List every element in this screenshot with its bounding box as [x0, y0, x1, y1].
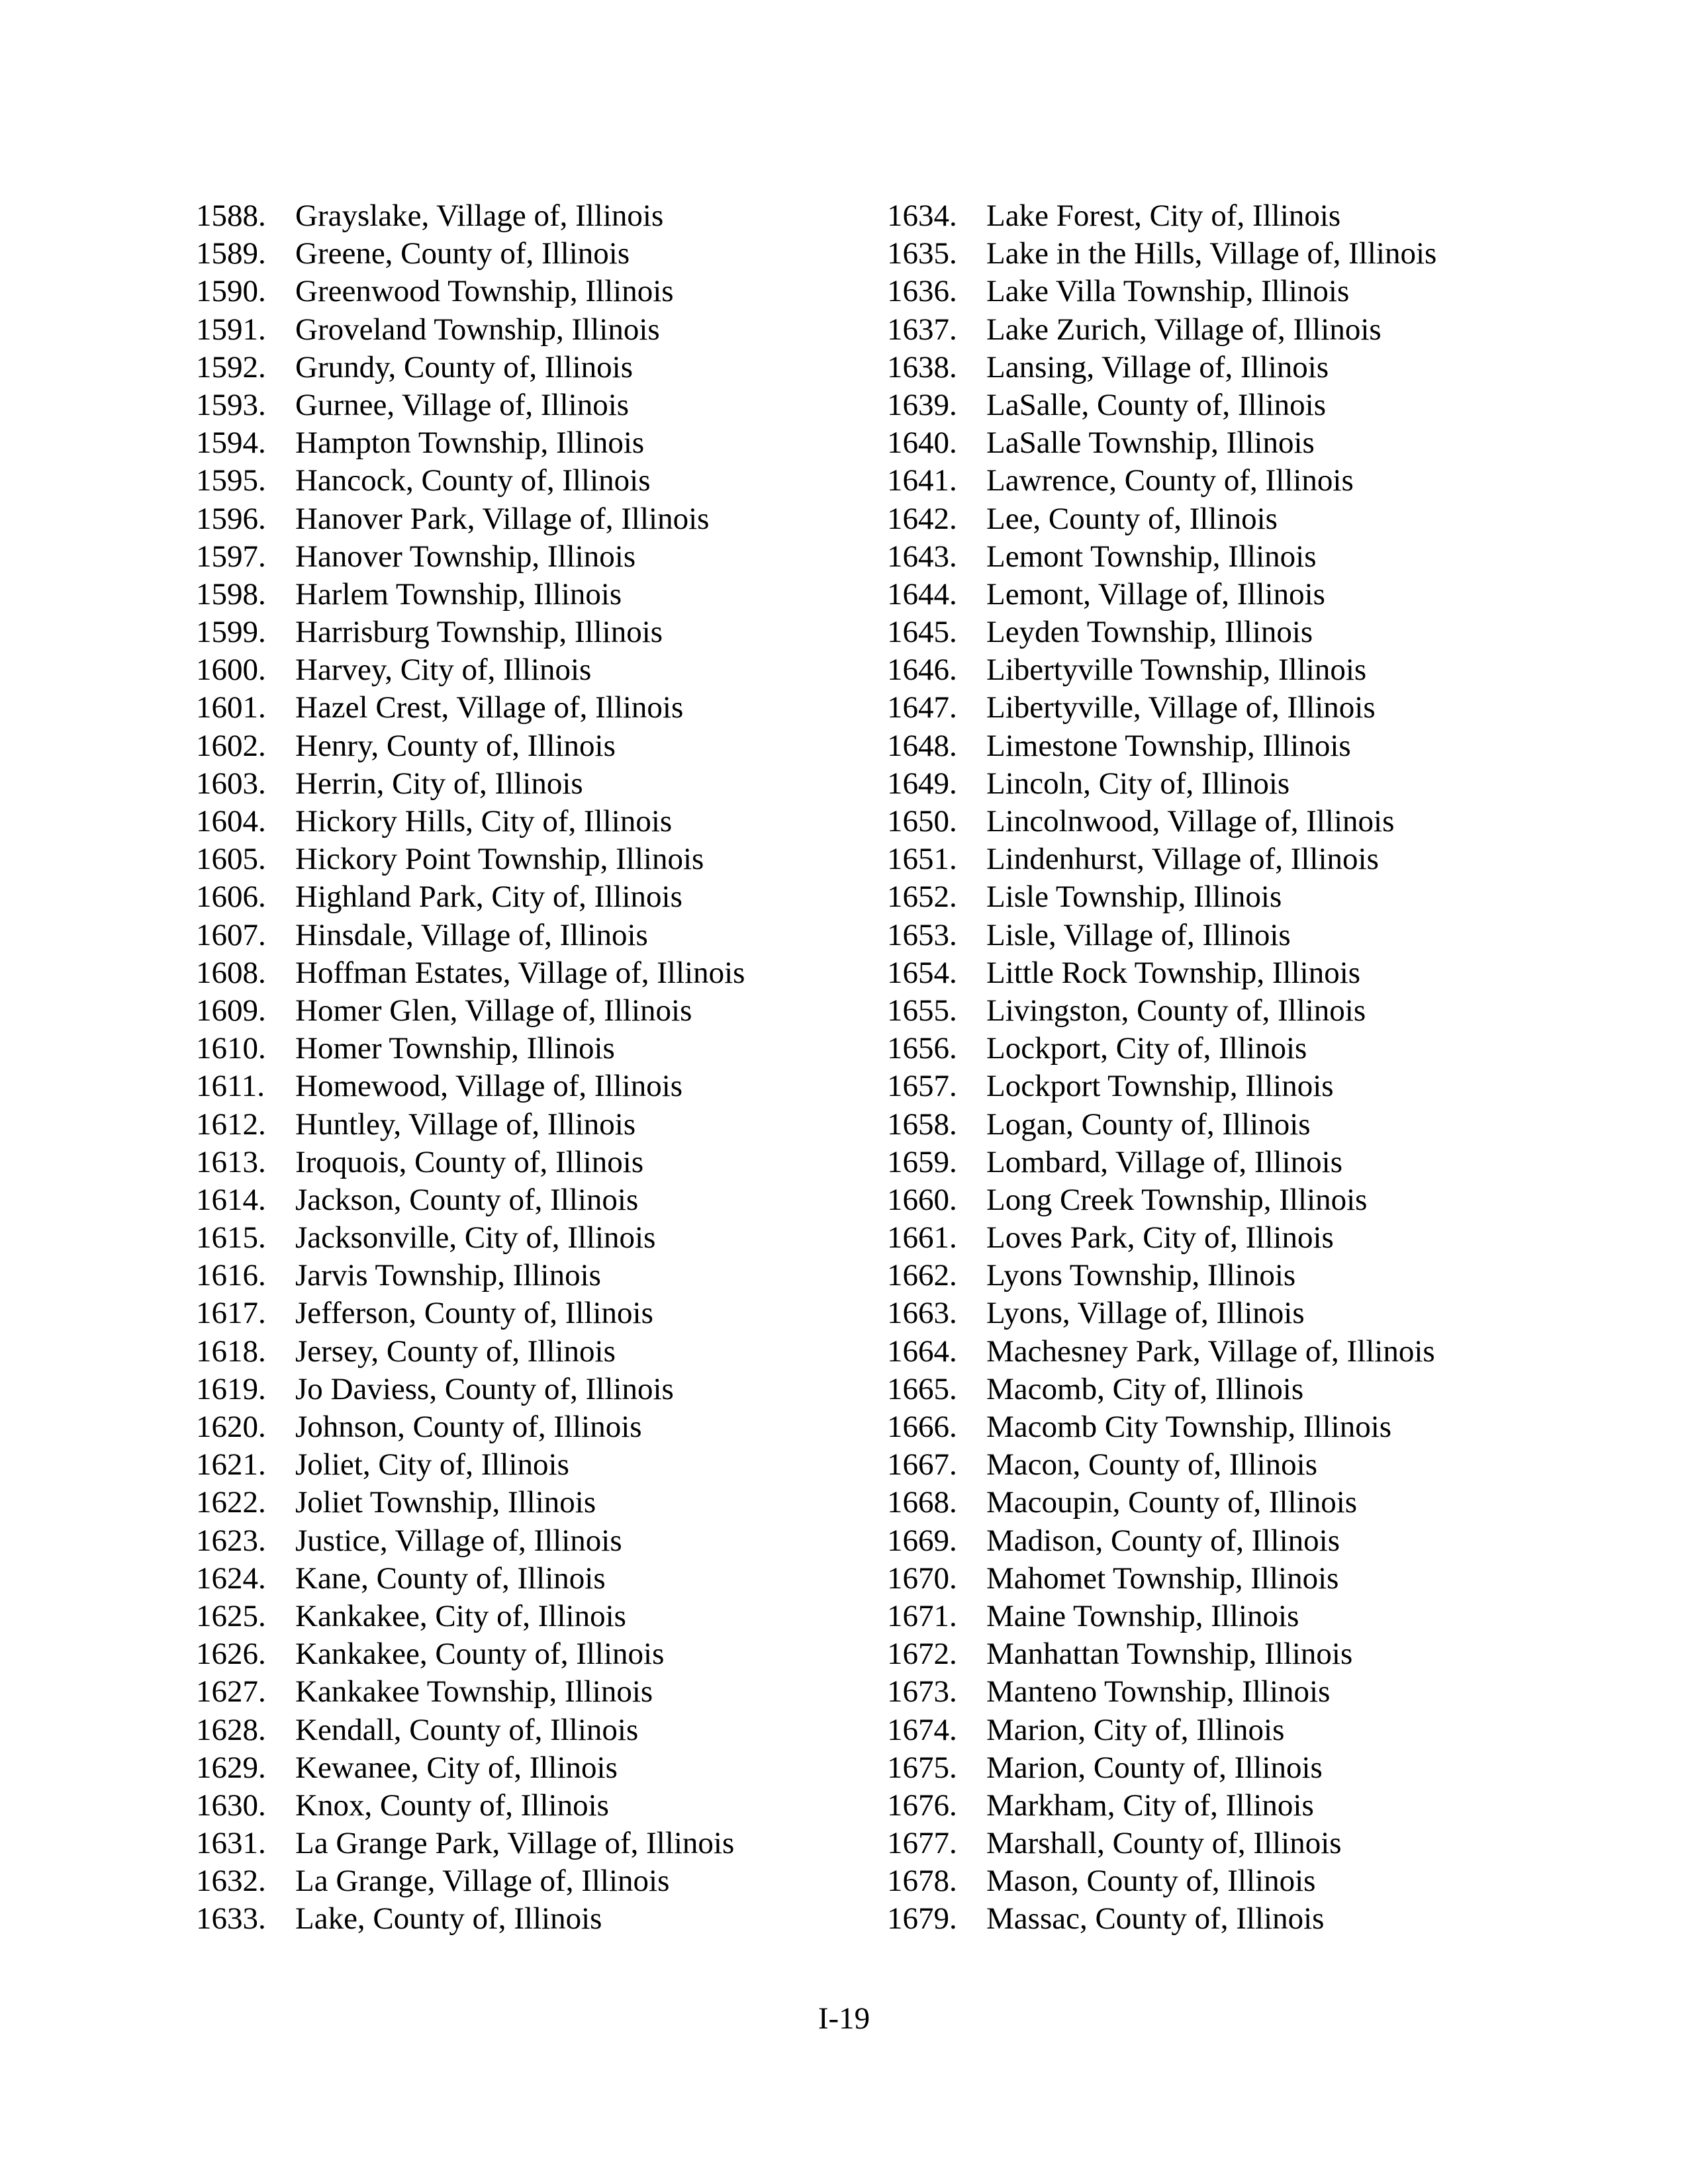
- list-item: [196, 841, 865, 878]
- entry-name: Hinsdale, Village of, Illinois: [295, 917, 648, 952]
- entry-name: Johnson, County of, Illinois: [295, 1410, 642, 1444]
- entry-number: 1658.: [887, 1107, 957, 1142]
- list-item: [887, 1522, 1549, 1560]
- entry-name: Joliet, City of, Illinois: [295, 1447, 569, 1482]
- list-item: [887, 765, 1549, 803]
- entry-name: Lisle, Village of, Illinois: [986, 917, 1291, 952]
- entry-name: Lemont Township, Illinois: [986, 539, 1317, 574]
- entry-name: Harvey, City of, Illinois: [295, 653, 592, 688]
- list-item: [196, 992, 865, 1030]
- entry-number: 1624.: [196, 1561, 266, 1596]
- entry-number: 1655.: [887, 993, 957, 1028]
- list-item: [887, 235, 1549, 273]
- entry-number: 1612.: [196, 1107, 266, 1142]
- entry-name: Iroquois, County of, Illinois: [295, 1144, 644, 1179]
- entry-number: 1613.: [196, 1144, 266, 1179]
- list-item: [196, 1181, 865, 1219]
- entry-number: 1600.: [196, 653, 266, 688]
- entry-number: 1679.: [887, 1901, 957, 1936]
- entry-number: 1618.: [196, 1334, 266, 1369]
- list-item: [887, 1333, 1549, 1371]
- entry-name: Huntley, Village of, Illinois: [295, 1107, 636, 1142]
- entry-number: 1678.: [887, 1864, 957, 1899]
- entry-number: 1652.: [887, 880, 957, 915]
- entry-number: 1628.: [196, 1712, 266, 1747]
- list-item: [887, 1598, 1549, 1635]
- list-item: [887, 1219, 1549, 1257]
- list-item: [887, 1900, 1549, 1938]
- entry-number: 1615.: [196, 1220, 266, 1255]
- entry-number: 1661.: [887, 1220, 957, 1255]
- entry-number: 1676.: [887, 1788, 957, 1823]
- entry-number: 1668.: [887, 1485, 957, 1520]
- entry-number: 1648.: [887, 728, 957, 763]
- entry-number: 1629.: [196, 1750, 266, 1785]
- entry-name: LaSalle Township, Illinois: [986, 426, 1315, 461]
- entry-name: Hampton Township, Illinois: [295, 426, 645, 461]
- entry-name: Kankakee, City of, Illinois: [295, 1598, 626, 1633]
- list-item: [887, 462, 1549, 500]
- entry-name: Lyons, Village of, Illinois: [986, 1296, 1305, 1331]
- list-item: [196, 1711, 865, 1749]
- entry-number: 1644.: [887, 576, 957, 612]
- entry-name: Highland Park, City of, Illinois: [295, 880, 682, 915]
- entry-name: Lombard, Village of, Illinois: [986, 1144, 1343, 1179]
- list-item: [196, 727, 865, 765]
- list-item: [887, 1560, 1549, 1598]
- entry-name: Lockport Township, Illinois: [986, 1069, 1334, 1104]
- entry-number: 1598.: [196, 576, 266, 612]
- entry-number: 1646.: [887, 653, 957, 688]
- entry-name: Limestone Township, Illinois: [986, 728, 1351, 763]
- list-item: [887, 803, 1549, 841]
- entry-name: Harrisburg Township, Illinois: [295, 615, 663, 650]
- list-item: [196, 1030, 865, 1068]
- list-item: [196, 235, 865, 273]
- entry-number: 1662.: [887, 1258, 957, 1293]
- entry-name: Kankakee, County of, Illinois: [295, 1637, 665, 1672]
- entry-name: La Grange, Village of, Illinois: [295, 1864, 670, 1899]
- list-item: [196, 1900, 865, 1938]
- entry-name: Leyden Township, Illinois: [986, 615, 1313, 650]
- entry-number: 1595.: [196, 463, 266, 498]
- list-item: [887, 1068, 1549, 1105]
- list-item: [196, 1484, 865, 1522]
- page-number: I-19: [818, 2001, 870, 2036]
- entry-name: Logan, County of, Illinois: [986, 1107, 1311, 1142]
- entry-number: 1605.: [196, 842, 266, 877]
- entry-name: Lisle Township, Illinois: [986, 880, 1282, 915]
- entry-name: Madison, County of, Illinois: [986, 1523, 1340, 1558]
- list-item: [196, 273, 865, 310]
- entry-name: Kewanee, City of, Illinois: [295, 1750, 618, 1785]
- list-item: [887, 1144, 1549, 1181]
- entry-number: 1667.: [887, 1447, 957, 1482]
- list-item: [196, 1560, 865, 1598]
- entry-name: Lindenhurst, Village of, Illinois: [986, 842, 1379, 877]
- entry-name: Markham, City of, Illinois: [986, 1788, 1314, 1823]
- list-item: [887, 424, 1549, 462]
- entry-number: 1630.: [196, 1788, 266, 1823]
- list-item: [887, 1030, 1549, 1068]
- list-item: [196, 954, 865, 992]
- entry-number: 1669.: [887, 1523, 957, 1558]
- entry-name: Long Creek Township, Illinois: [986, 1182, 1368, 1217]
- list-item: [196, 1144, 865, 1181]
- entry-name: Hoffman Estates, Village of, Illinois: [295, 955, 745, 990]
- list-item: [887, 1295, 1549, 1332]
- entry-name: Jersey, County of, Illinois: [295, 1334, 616, 1369]
- entry-name: Kankakee Township, Illinois: [295, 1674, 653, 1709]
- entry-name: LaSalle, County of, Illinois: [986, 387, 1327, 422]
- entry-number: 1609.: [196, 993, 266, 1028]
- list-item: [887, 1711, 1549, 1749]
- entry-number: 1651.: [887, 842, 957, 877]
- entry-number: 1632.: [196, 1864, 266, 1899]
- entry-name: Jo Daviess, County of, Illinois: [295, 1371, 674, 1406]
- list-item: [196, 651, 865, 689]
- list-item: [196, 878, 865, 916]
- entry-number: 1671.: [887, 1598, 957, 1633]
- entry-number: 1636.: [887, 274, 957, 309]
- list-item: [196, 462, 865, 500]
- list-item: [887, 651, 1549, 689]
- entry-name: Jefferson, County of, Illinois: [295, 1296, 653, 1331]
- entry-number: 1622.: [196, 1485, 266, 1520]
- list-item: [887, 197, 1549, 235]
- list-item: [887, 1257, 1549, 1295]
- entry-number: 1641.: [887, 463, 957, 498]
- entry-number: 1638.: [887, 349, 957, 385]
- list-item: [887, 387, 1549, 424]
- entry-name: Greenwood Township, Illinois: [295, 274, 674, 309]
- entry-number: 1601.: [196, 690, 266, 725]
- list-item: [196, 1787, 865, 1825]
- list-item: [887, 576, 1549, 614]
- entry-name: Lemont, Village of, Illinois: [986, 576, 1325, 612]
- entry-name: Marion, City of, Illinois: [986, 1712, 1285, 1747]
- list-item: [196, 1106, 865, 1144]
- entry-name: Lee, County of, Illinois: [986, 501, 1278, 536]
- entry-name: Gurnee, Village of, Illinois: [295, 387, 630, 422]
- list-item: [887, 1787, 1549, 1825]
- list-item: [196, 1295, 865, 1332]
- list-item: [887, 1181, 1549, 1219]
- entry-number: 1631.: [196, 1826, 266, 1861]
- entry-name: Machesney Park, Village of, Illinois: [986, 1334, 1435, 1369]
- entry-number: 1614.: [196, 1182, 266, 1217]
- list-item: [196, 311, 865, 349]
- entry-name: Hancock, County of, Illinois: [295, 463, 651, 498]
- entry-number: 1677.: [887, 1826, 957, 1861]
- list-item: [887, 1371, 1549, 1408]
- entry-name: Marshall, County of, Illinois: [986, 1826, 1342, 1861]
- entry-name: Homewood, Village of, Illinois: [295, 1069, 683, 1104]
- list-item: [887, 273, 1549, 310]
- entry-number: 1619.: [196, 1371, 266, 1406]
- list-item: [196, 765, 865, 803]
- entry-number: 1645.: [887, 615, 957, 650]
- entry-name: Macoupin, County of, Illinois: [986, 1485, 1358, 1520]
- entry-name: Massac, County of, Illinois: [986, 1901, 1325, 1936]
- list-item: [887, 349, 1549, 387]
- list-item: [887, 878, 1549, 916]
- entry-number: 1617.: [196, 1296, 266, 1331]
- entry-name: Mason, County of, Illinois: [986, 1864, 1316, 1899]
- entry-number: 1608.: [196, 955, 266, 990]
- left-column: [196, 197, 865, 1938]
- entry-name: Hickory Hills, City of, Illinois: [295, 804, 673, 839]
- entry-number: 1620.: [196, 1410, 266, 1444]
- entry-number: 1597.: [196, 539, 266, 574]
- entry-number: 1650.: [887, 804, 957, 839]
- entry-name: Grayslake, Village of, Illinois: [295, 199, 664, 233]
- entry-name: Knox, County of, Illinois: [295, 1788, 609, 1823]
- entry-number: 1623.: [196, 1523, 266, 1558]
- entry-name: Lake Zurich, Village of, Illinois: [986, 312, 1382, 347]
- list-item: [196, 917, 865, 954]
- list-item: [196, 803, 865, 841]
- entry-number: 1607.: [196, 917, 266, 952]
- list-item: [887, 1106, 1549, 1144]
- list-item: [887, 1408, 1549, 1446]
- entry-number: 1637.: [887, 312, 957, 347]
- entry-name: Lockport, City of, Illinois: [986, 1031, 1307, 1066]
- list-item: [196, 1371, 865, 1408]
- entry-number: 1649.: [887, 766, 957, 801]
- list-item: [196, 349, 865, 387]
- entry-name: Kane, County of, Illinois: [295, 1561, 606, 1596]
- entry-number: 1663.: [887, 1296, 957, 1331]
- entry-number: 1675.: [887, 1750, 957, 1785]
- list-item: [887, 954, 1549, 992]
- list-item: [196, 1408, 865, 1446]
- entry-number: 1604.: [196, 804, 266, 839]
- entry-number: 1666.: [887, 1410, 957, 1444]
- entry-number: 1656.: [887, 1031, 957, 1066]
- entry-number: 1625.: [196, 1598, 266, 1633]
- list-item: [196, 1598, 865, 1635]
- list-item: [196, 1862, 865, 1900]
- entry-number: 1670.: [887, 1561, 957, 1596]
- entry-name: Lake, County of, Illinois: [295, 1901, 602, 1936]
- entry-name: Lincoln, City of, Illinois: [986, 766, 1290, 801]
- list-item: [887, 992, 1549, 1030]
- entry-number: 1589.: [196, 236, 266, 271]
- entry-number: 1660.: [887, 1182, 957, 1217]
- entry-name: Manhattan Township, Illinois: [986, 1637, 1353, 1672]
- entry-number: 1674.: [887, 1712, 957, 1747]
- list-item: [196, 1635, 865, 1673]
- entry-number: 1627.: [196, 1674, 266, 1709]
- entry-number: 1633.: [196, 1901, 266, 1936]
- entry-number: 1659.: [887, 1144, 957, 1179]
- list-item: [887, 841, 1549, 878]
- entry-name: Lansing, Village of, Illinois: [986, 349, 1329, 385]
- entry-number: 1588.: [196, 199, 266, 233]
- entry-number: 1599.: [196, 615, 266, 650]
- entry-number: 1639.: [887, 387, 957, 422]
- entry-name: Henry, County of, Illinois: [295, 728, 616, 763]
- entry-number: 1672.: [887, 1637, 957, 1672]
- entry-name: Manteno Township, Illinois: [986, 1674, 1331, 1709]
- entry-name: Hazel Crest, Village of, Illinois: [295, 690, 684, 725]
- entry-number: 1603.: [196, 766, 266, 801]
- entry-name: Lake Forest, City of, Illinois: [986, 199, 1341, 233]
- entry-name: Harlem Township, Illinois: [295, 576, 622, 612]
- list-item: [887, 538, 1549, 576]
- entry-name: Macon, County of, Illinois: [986, 1447, 1317, 1482]
- entry-name: Lincolnwood, Village of, Illinois: [986, 804, 1395, 839]
- list-item: [196, 1257, 865, 1295]
- list-item: [887, 500, 1549, 538]
- entry-number: 1635.: [887, 236, 957, 271]
- entry-name: Libertyville Township, Illinois: [986, 653, 1367, 688]
- entry-name: Macomb, City of, Illinois: [986, 1371, 1304, 1406]
- entry-number: 1602.: [196, 728, 266, 763]
- entry-number: 1616.: [196, 1258, 266, 1293]
- entry-name: Groveland Township, Illinois: [295, 312, 660, 347]
- entry-number: 1653.: [887, 917, 957, 952]
- list-item: [196, 500, 865, 538]
- entry-number: 1611.: [196, 1069, 265, 1104]
- entry-name: Macomb City Township, Illinois: [986, 1410, 1392, 1444]
- entry-name: Marion, County of, Illinois: [986, 1750, 1323, 1785]
- entry-name: Hickory Point Township, Illinois: [295, 842, 704, 877]
- entry-number: 1626.: [196, 1637, 266, 1672]
- entry-name: Livingston, County of, Illinois: [986, 993, 1366, 1028]
- entry-number: 1590.: [196, 274, 266, 309]
- entry-name: La Grange Park, Village of, Illinois: [295, 1826, 735, 1861]
- entry-name: Hanover Park, Village of, Illinois: [295, 501, 710, 536]
- list-item: [196, 689, 865, 727]
- entry-number: 1642.: [887, 501, 957, 536]
- entry-name: Greene, County of, Illinois: [295, 236, 630, 271]
- entry-name: Joliet Township, Illinois: [295, 1485, 596, 1520]
- entry-number: 1634.: [887, 199, 957, 233]
- list-item: [887, 1749, 1549, 1787]
- entry-number: 1643.: [887, 539, 957, 574]
- list-item: [196, 1219, 865, 1257]
- list-item: [887, 917, 1549, 954]
- list-item: [196, 1749, 865, 1787]
- list-item: [196, 538, 865, 576]
- list-item: [887, 1484, 1549, 1522]
- entry-name: Jarvis Township, Illinois: [295, 1258, 601, 1293]
- entry-name: Lake Villa Township, Illinois: [986, 274, 1350, 309]
- entry-number: 1640.: [887, 426, 957, 461]
- list-item: [887, 689, 1549, 727]
- list-item: [196, 576, 865, 614]
- entry-name: Maine Township, Illinois: [986, 1598, 1299, 1633]
- entry-number: 1654.: [887, 955, 957, 990]
- entry-name: Loves Park, City of, Illinois: [986, 1220, 1334, 1255]
- entry-name: Herrin, City of, Illinois: [295, 766, 583, 801]
- list-item: [887, 1673, 1549, 1711]
- entry-name: Jackson, County of, Illinois: [295, 1182, 639, 1217]
- entry-name: Libertyville, Village of, Illinois: [986, 690, 1376, 725]
- list-item: [196, 1673, 865, 1711]
- entry-name: Homer Township, Illinois: [295, 1031, 615, 1066]
- entry-name: Mahomet Township, Illinois: [986, 1561, 1339, 1596]
- list-item: [196, 614, 865, 651]
- list-item: [887, 727, 1549, 765]
- entry-name: Justice, Village of, Illinois: [295, 1523, 622, 1558]
- entry-name: Grundy, County of, Illinois: [295, 349, 633, 385]
- list-item: [887, 1635, 1549, 1673]
- entry-name: Jacksonville, City of, Illinois: [295, 1220, 656, 1255]
- entry-number: 1665.: [887, 1371, 957, 1406]
- entry-number: 1593.: [196, 387, 266, 422]
- list-item: [196, 1825, 865, 1862]
- list-item: [887, 311, 1549, 349]
- entry-name: Hanover Township, Illinois: [295, 539, 636, 574]
- list-item: [196, 1333, 865, 1371]
- list-item: [196, 1068, 865, 1105]
- entry-number: 1664.: [887, 1334, 957, 1369]
- list-item: [196, 424, 865, 462]
- list-item: [887, 614, 1549, 651]
- right-column: [887, 197, 1549, 1938]
- entry-number: 1647.: [887, 690, 957, 725]
- list-item: [887, 1862, 1549, 1900]
- entry-number: 1673.: [887, 1674, 957, 1709]
- entry-name: Lyons Township, Illinois: [986, 1258, 1296, 1293]
- entry-number: 1610.: [196, 1031, 266, 1066]
- entry-number: 1596.: [196, 501, 266, 536]
- entry-name: Kendall, County of, Illinois: [295, 1712, 639, 1747]
- entry-number: 1592.: [196, 349, 266, 385]
- entry-number: 1594.: [196, 426, 266, 461]
- entry-number: 1621.: [196, 1447, 266, 1482]
- list-item: [887, 1825, 1549, 1862]
- entry-number: 1606.: [196, 880, 266, 915]
- entry-number: 1591.: [196, 312, 266, 347]
- list-item: [196, 387, 865, 424]
- list-item: [196, 1522, 865, 1560]
- entry-name: Little Rock Township, Illinois: [986, 955, 1361, 990]
- list-item: [887, 1446, 1549, 1484]
- entry-name: Lawrence, County of, Illinois: [986, 463, 1354, 498]
- entry-number: 1657.: [887, 1069, 957, 1104]
- list-item: [196, 1446, 865, 1484]
- entry-name: Homer Glen, Village of, Illinois: [295, 993, 692, 1028]
- list-item: [196, 197, 865, 235]
- entry-name: Lake in the Hills, Village of, Illinois: [986, 236, 1437, 271]
